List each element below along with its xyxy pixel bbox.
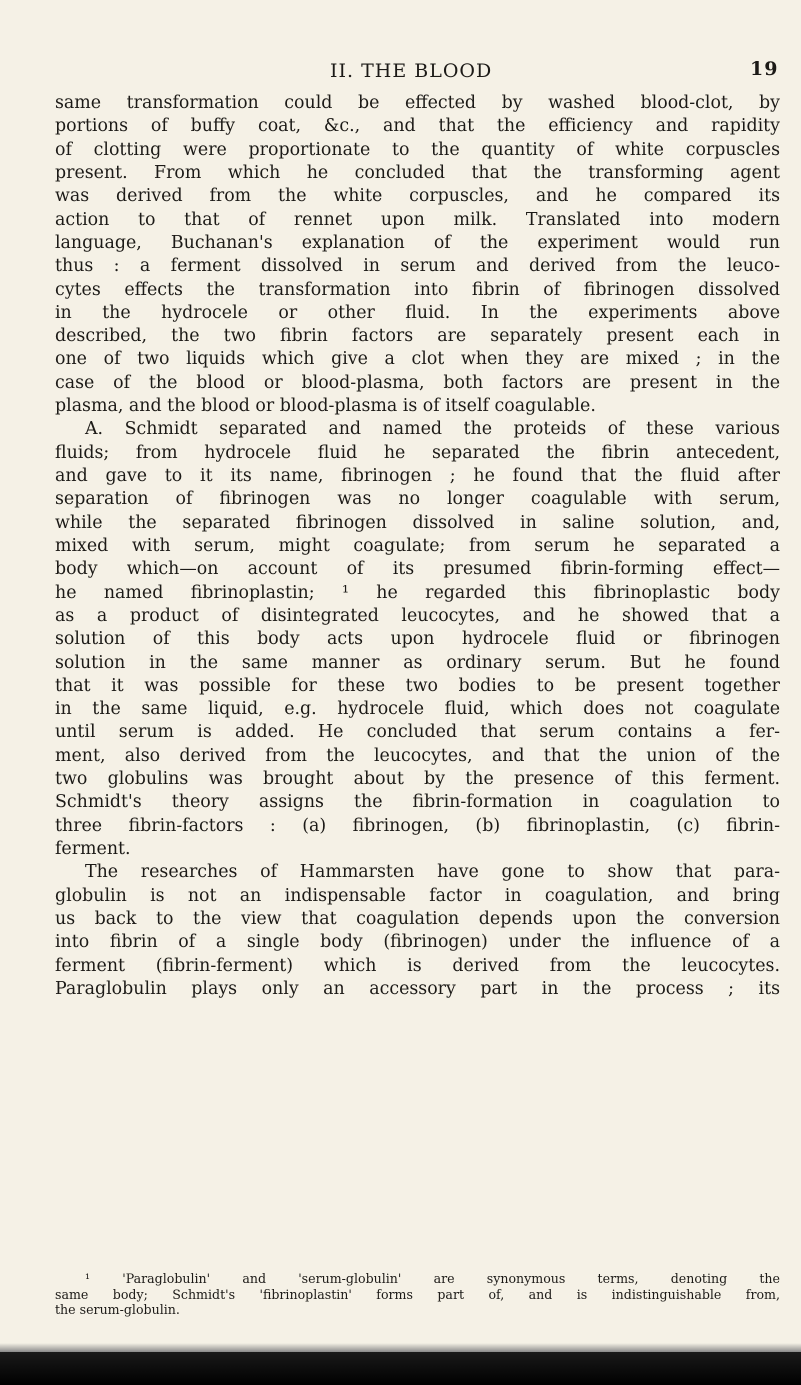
text-line: body which—on account of its presumed fibrin-forming effect— [55,559,780,580]
text-line: A. Schmidt separated and named the proteids of these various [85,419,780,440]
text-line: and gave to it its name, fibrinogen ; he found that the fluid after [55,466,780,486]
text-line: portions of buffy coat, &c., and that the efficiency and rapidity [55,116,780,137]
text-line: thus : a ferment dissolved in serum and derived from the leuco- [55,256,780,277]
footnote [55,1271,780,1318]
text-line: solution of this body acts upon hydrocele fluid or fibrinogen [55,629,780,650]
text-line: three fibrin-factors : (a) fibrinogen, (b) fibrinoplastin, (c) fibrin- [55,815,780,836]
text-line: Paraglobulin plays only an accessory part in the process ; its [55,978,780,999]
text-line: as a product of disintegrated leucocytes, and he showed that a [55,605,780,626]
text-line: us back to the view that coagulation depends upon the conversion [55,908,780,929]
text-line: language, Buchanan's explanation of the experiment would run [55,232,780,253]
text-line: in the same liquid, e.g. hydrocele fluid, which does not coagulate [55,699,780,720]
text-line: solution in the same manner as ordinary serum. But he found [55,652,780,673]
text-line: of clotting were proportionate to the quantity of white corpuscles [55,139,780,160]
text-line: that it was possible for these two bodies to be present together [55,675,780,696]
text-line: ferment. [55,839,131,859]
text-line: present. From which he concluded that the transforming agent [55,162,780,183]
scan-border [0,1352,801,1385]
page-edge-shadow [0,1343,801,1352]
text-line: into fibrin of a single body (fibrinogen) under the influence of a [55,932,780,953]
text-line: in the hydrocele or other fluid. In the experiments above [55,302,780,323]
footnote-line: the serum-globulin. [55,1302,180,1317]
footnote-line: ¹ 'Paraglobulin' and 'serum-globulin' are synonymous terms, denoting the [85,1271,780,1286]
text-line: one of two liquids which give a clot when they are mixed ; in the [55,349,780,370]
text-line: same transformation could be effected by washed blood-clot, by [55,93,780,113]
page-header [0,58,801,88]
text-line: was derived from the white corpuscles, and he compared its [55,186,780,207]
text-line: two globulins was brought about by the presence of this ferment. [55,769,780,790]
text-line: The researches of Hammarsten have gone to show that para- [85,862,780,883]
text-line: while the separated fibrinogen dissolved in saline solution, and, [55,512,780,533]
text-line: case of the blood or blood-plasma, both factors are present in the [55,372,780,393]
page-number: 19 [750,58,779,80]
text-line: Schmidt's theory assigns the fibrin-formation in coagulation to [55,792,780,813]
text-line: fluids; from hydrocele fluid he separated the fibrin antecedent, [55,442,780,463]
text-line: cytes effects the transformation into fibrin of fibrinogen dissolved [55,279,780,300]
text-line: ferment (fibrin-ferment) which is derived from the leucocytes. [55,955,780,976]
text-line: globulin is not an indispensable factor in coagulation, and bring [55,885,780,906]
text-line: plasma, and the blood or blood-plasma is of itself coagulable. [55,396,596,417]
running-head: II. THE BLOOD [330,60,493,82]
footnote-line: same body; Schmidt's 'fibrinoplastin' forms part of, and is indistinguishable from, [55,1286,780,1302]
text-line: described, the two fibrin factors are separately present each in [55,326,780,347]
text-line: action to that of rennet upon milk. Translated into modern [55,209,780,230]
text-line: until serum is added. He concluded that serum contains a fer- [55,722,780,743]
text-line: ment, also derived from the leucocytes, and that the union of the [55,745,780,766]
text-line: he named fibrinoplastin; ¹ he regarded this fibrinoplastic body [55,582,780,603]
body-text [55,92,780,1001]
text-line: separation of fibrinogen was no longer coagulable with serum, [55,489,780,510]
text-line: mixed with serum, might coagulate; from serum he separated a [55,535,780,556]
